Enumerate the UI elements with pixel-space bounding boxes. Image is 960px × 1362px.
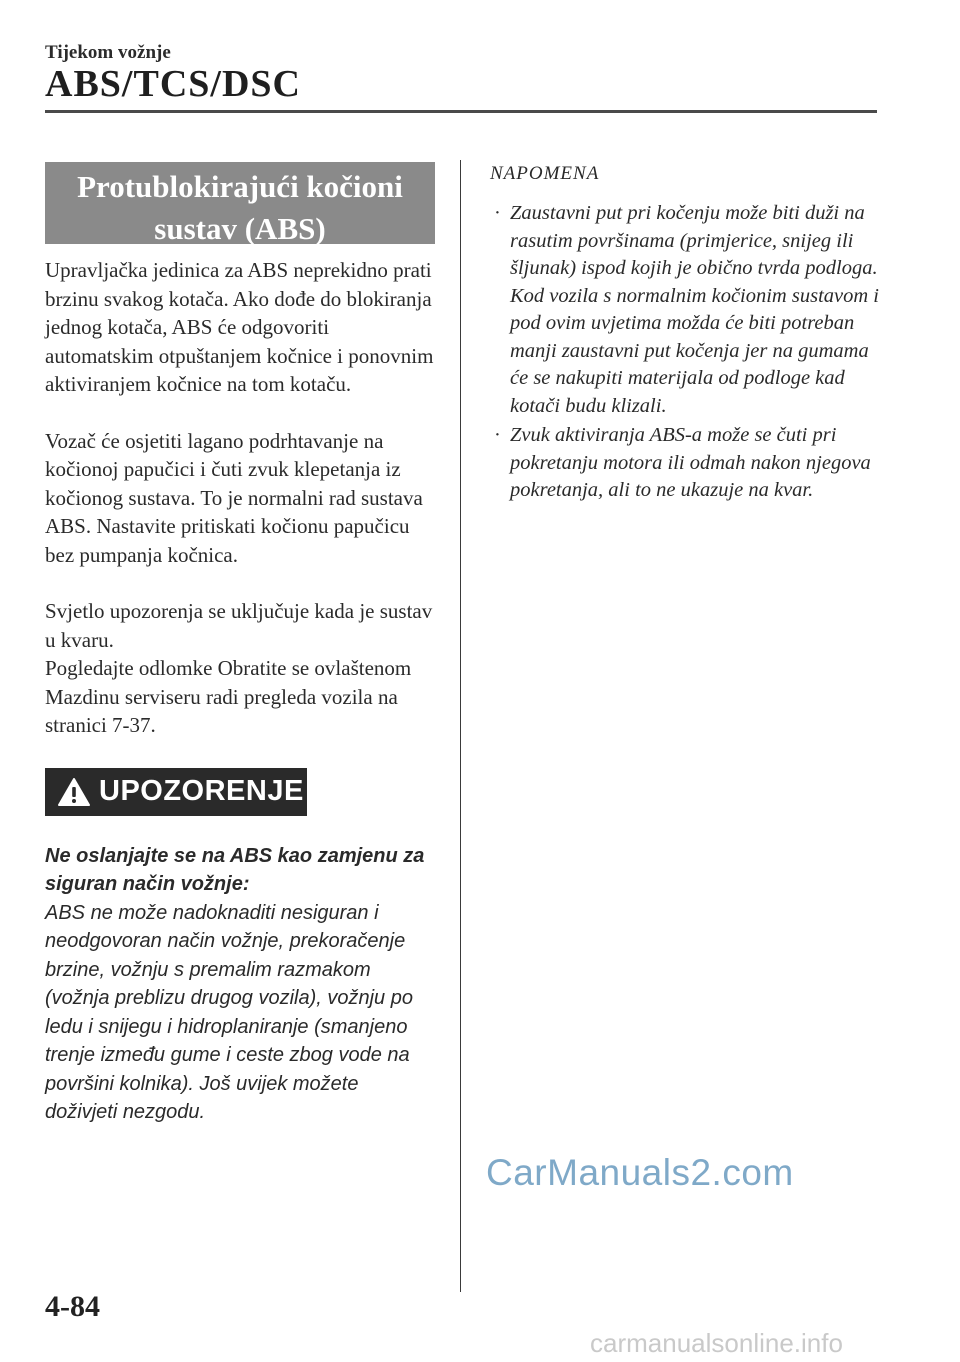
warning-text: ABS ne može nadoknaditi nesiguran i neodgovoran način vožnje, prekoračenje brzine, vožnju s premalim razmakom (vožnja preblizu drugog vozila), vožnju po ledu i snijegu i hidroplaniranje (smanjeno trenje između gume i ceste zbog vode na površini kolnika). Još uvijek možete doživjeti nezgodu. bbox=[45, 901, 413, 1123]
note-title: NAPOMENA bbox=[490, 163, 600, 184]
watermark-logo: CarManuals2.com bbox=[486, 1152, 794, 1193]
note-item bbox=[490, 200, 880, 420]
column-divider bbox=[460, 160, 461, 1292]
page-number: 4-84 bbox=[45, 1290, 100, 1323]
warning-light-text: Svjetlo upozorenja se uključuje kada je sustav u kvaru. bbox=[45, 599, 433, 652]
note-item-text: Zvuk aktiviranja ABS-a može se čuti pri pokretanju motora ili odmah nakon njegova pokretanja, ali to ne ukazuje na kvar. bbox=[510, 424, 871, 501]
warning-body bbox=[45, 842, 435, 1127]
page-title: ABS/TCS/DSC bbox=[45, 63, 301, 105]
header-rule bbox=[45, 110, 877, 113]
reference-link-text: Pogledajte odlomke Obratite se ovlaštenom Mazdinu serviseru radi pregleda vozila na stranici 7-37. bbox=[45, 656, 412, 737]
footer-watermark: carmanualsonline.info bbox=[590, 1328, 843, 1358]
right-column bbox=[490, 162, 880, 507]
paragraph-pedal-vibration: Vozač će osjetiti lagano podrhtavanje na kočionoj papučici i čuti zvuk klepetanja iz kočionog sustava. To je normalni rad sustava ABS. Nastavite pritiskati kočionu papučicu bez pumpanja kočnica. bbox=[45, 428, 423, 567]
bullet-dot: · bbox=[494, 424, 501, 446]
banner-line-1: Protublokirajući kočioni bbox=[77, 169, 403, 204]
paragraph-abs-function: Upravljačka jedinica za ABS neprekidno prati brzinu svakog kotača. Ako dođe do blokiranja jednog kotača, ABS će odgovoriti automatskim otpuštanjem kočnice i ponovnim aktiviranjem kočnice na tom kotaču. bbox=[45, 258, 434, 396]
left-column bbox=[45, 162, 435, 1127]
section-banner bbox=[45, 162, 435, 244]
note-item bbox=[490, 422, 880, 505]
bullet-dot: · bbox=[494, 202, 501, 224]
warning-heading: Ne oslanjajte se na ABS kao zamjenu za siguran način vožnje: bbox=[45, 844, 425, 895]
note-list bbox=[490, 200, 880, 505]
warning-triangle-icon bbox=[57, 777, 91, 807]
paragraph-warning-light bbox=[45, 597, 435, 740]
note-item-text: Zaustavni put pri kočenju može biti duži na rasutim površinama (primjerice, snijeg ili šljunak) ispod kojih je obično tvrda podloga. Kod vozila s normalnim kočionim sustavom i pod ovim uvjetima možda će biti potreban manji zaustavni put kočenja jer na gumama će se nakupiti materijala od podloge kad kotači budu klizali. bbox=[510, 202, 879, 417]
warning-label: UPOZORENJE bbox=[99, 775, 304, 807]
warning-badge bbox=[45, 768, 307, 816]
section-header: Tijekom vožnje bbox=[45, 42, 171, 63]
banner-line-2: sustav (ABS) bbox=[154, 211, 326, 246]
